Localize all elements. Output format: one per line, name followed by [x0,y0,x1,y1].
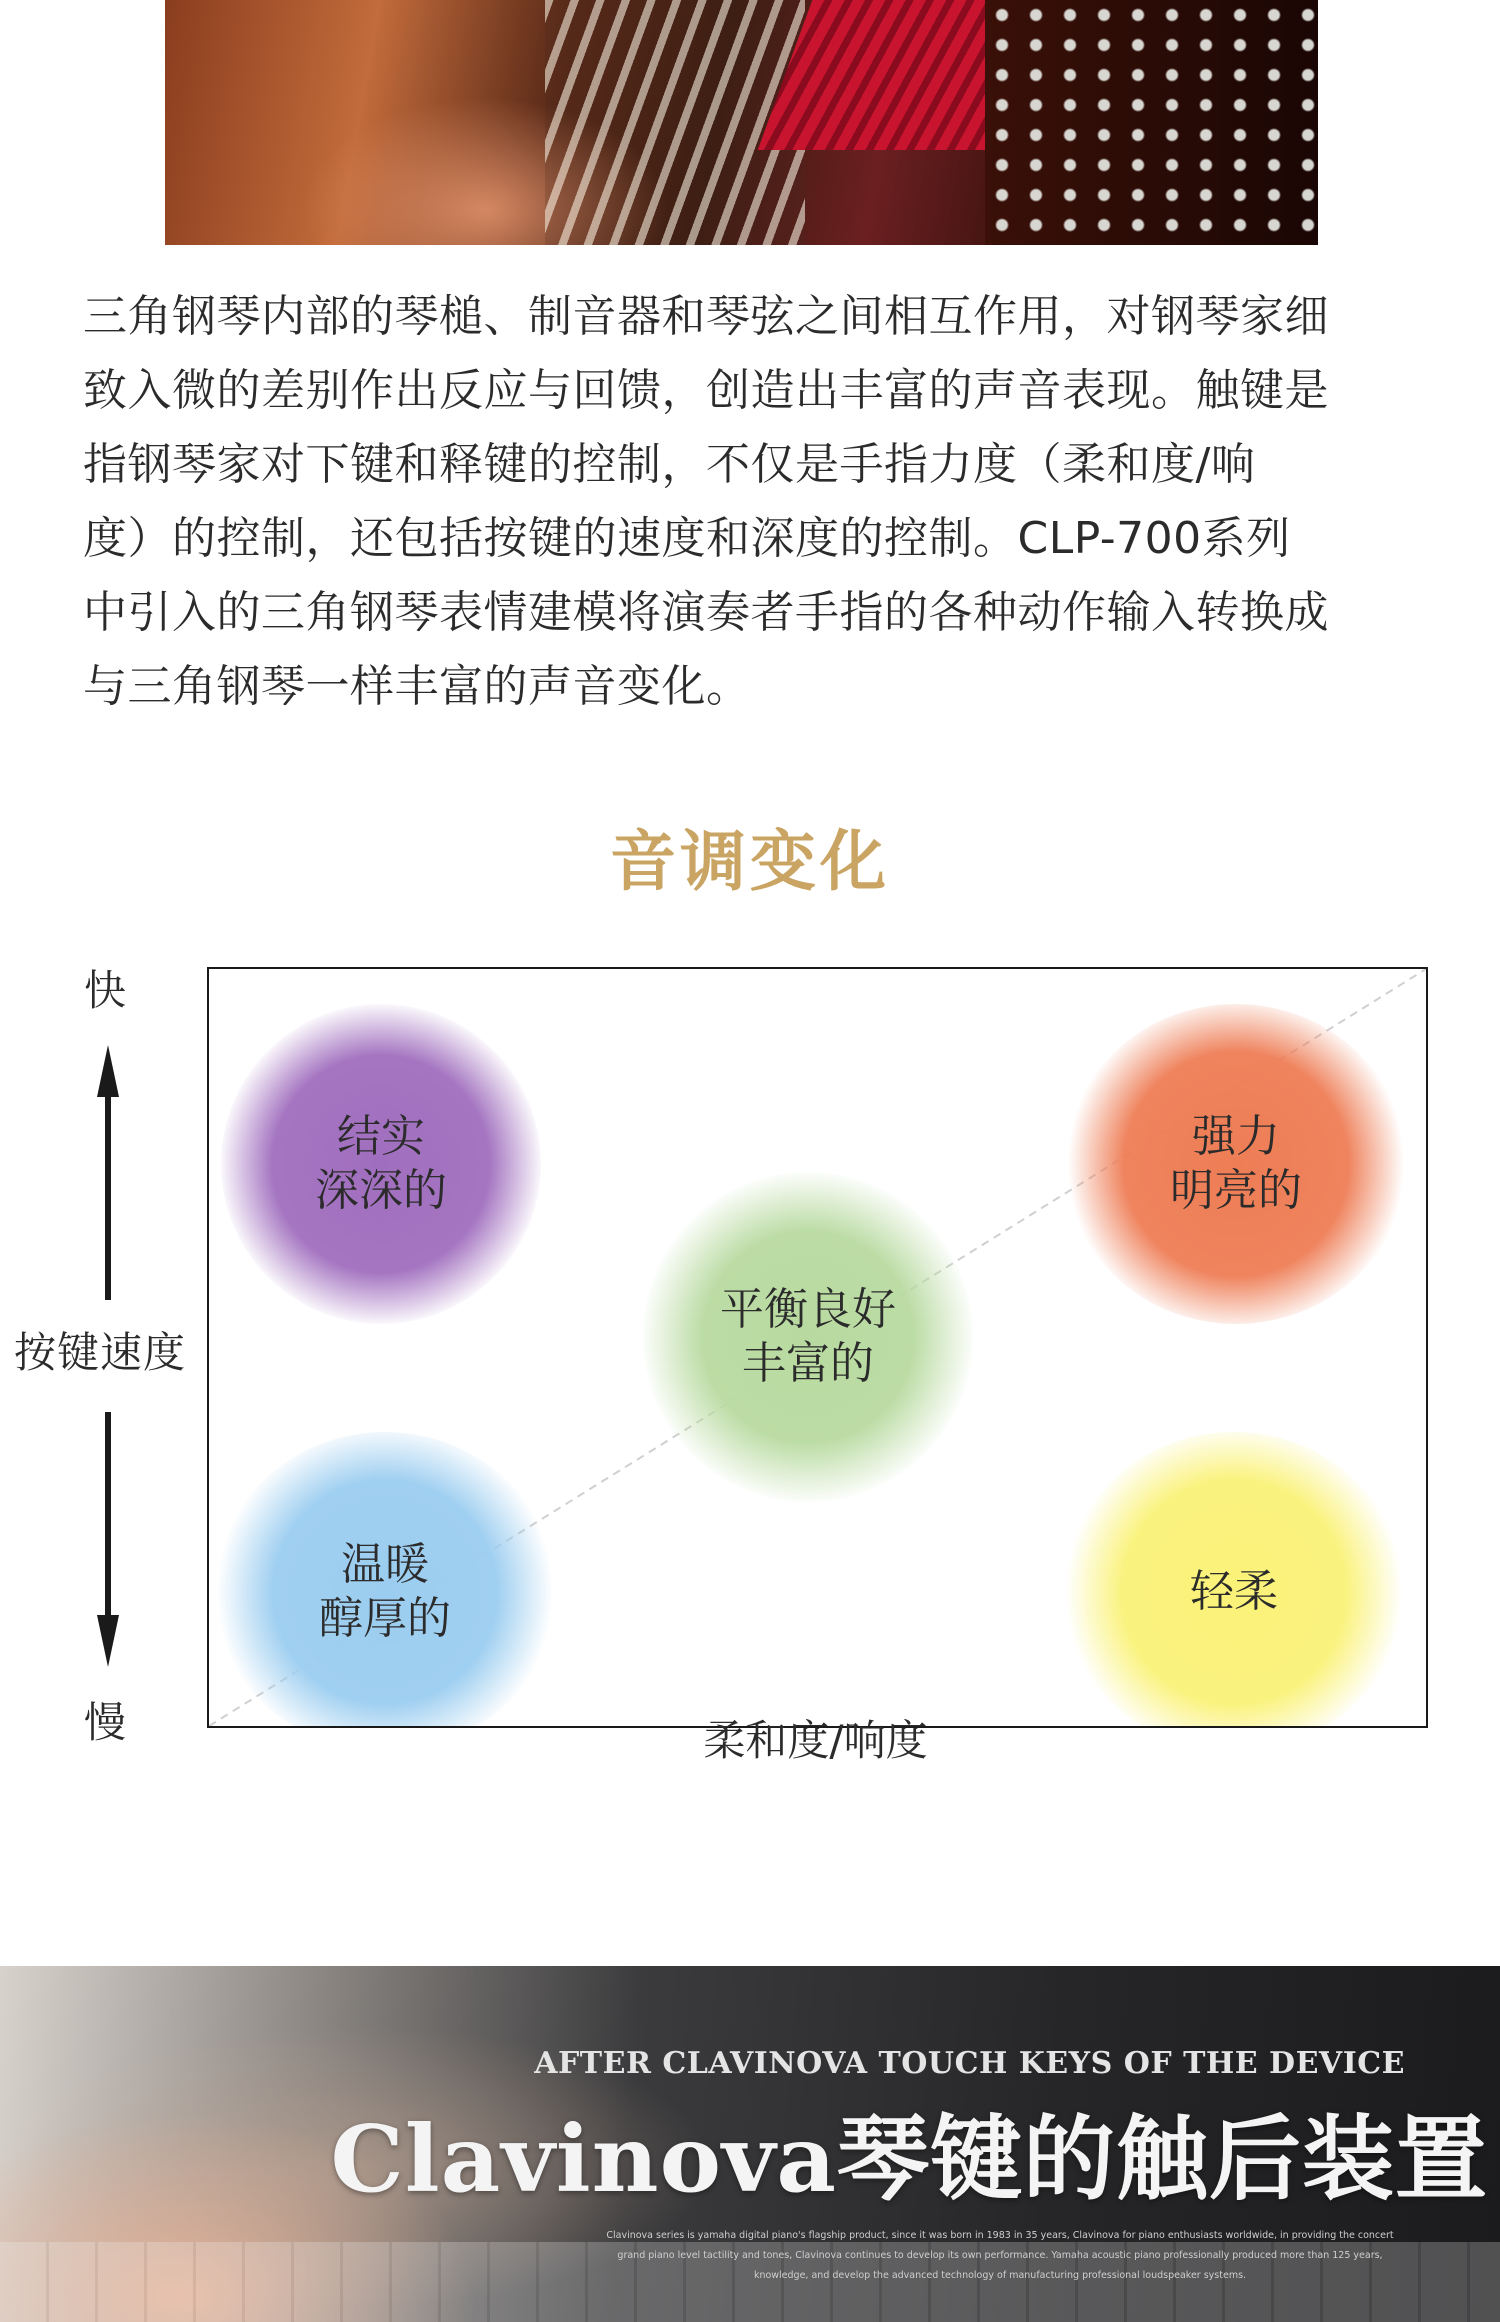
piano-interior-photo [165,0,1318,245]
banner-body-line: knowledge, and develop the advanced technology of manufacturing professional loudspeaker systems. [753,2270,1247,2281]
intro-paragraph [83,280,1428,724]
region-solid-deep [221,1004,541,1324]
intro-line: 指钢琴家对下键和释键的控制，不仅是手指力度（柔和度/响 [83,439,1256,490]
region-label: 平衡良好 [720,1284,896,1335]
chart-plot-area [207,967,1428,1728]
tuning-pins [985,0,1318,245]
region-label: 深深的 [315,1165,447,1216]
region-powerful-bright [1066,1004,1406,1324]
intro-line: 三角钢琴内部的琴槌、制音器和琴弦之间相互作用，对钢琴家细 [83,291,1329,342]
y-axis-top-label: 快 [84,966,127,1015]
x-axis-label: 柔和度/响度 [703,1716,928,1765]
intro-line: 度）的控制，还包括按键的速度和深度的控制。CLP-700系列 [83,513,1291,564]
region-label: 丰富的 [742,1338,874,1389]
section-title: 音调变化 [610,822,890,900]
banner-body-line: Clavinova series is yamaha digital piano's flagship product, since it was born in 1983 in 35 years, Clavinova for piano enthusiasts worldwide, in providing the concert [606,2230,1394,2241]
banner-title: Clavinova琴键的触后装置 [330,2105,1488,2213]
intro-line: 致入微的差别作出反应与回馈，创造出丰富的声音表现。触键是 [83,365,1329,416]
region-label: 轻柔 [1190,1566,1278,1617]
region-label: 温暖 [341,1539,429,1590]
tone-chart [0,940,1500,1800]
region-label: 明亮的 [1170,1165,1302,1216]
y-axis-bottom-label: 慢 [84,1698,127,1747]
banner-body-line: grand piano level tactility and tones, Clavinova continues to develop its own performance. Yamaha acoustic piano professionally produced more than 125 years, [617,2250,1383,2261]
intro-line: 与三角钢琴一样丰富的声音变化。 [83,661,751,712]
arrow-up-icon [97,1045,119,1300]
clavinova-banner [0,1966,1500,2322]
banner-body [540,2226,1460,2286]
region-label: 醇厚的 [319,1593,451,1644]
y-axis-label: 按键速度 [14,1328,187,1377]
region-label: 结实 [337,1111,425,1162]
intro-line: 中引入的三角钢琴表情建模将演奏者手指的各种动作输入转换成 [83,587,1329,638]
region-balanced-rich [643,1172,973,1502]
piano-strings [545,0,805,245]
region-label: 强力 [1192,1111,1280,1162]
banner-subtitle: AFTER CLAVINOVA TOUCH KEYS OF THE DEVICE [534,2046,1405,2081]
arrow-down-icon [97,1412,119,1667]
